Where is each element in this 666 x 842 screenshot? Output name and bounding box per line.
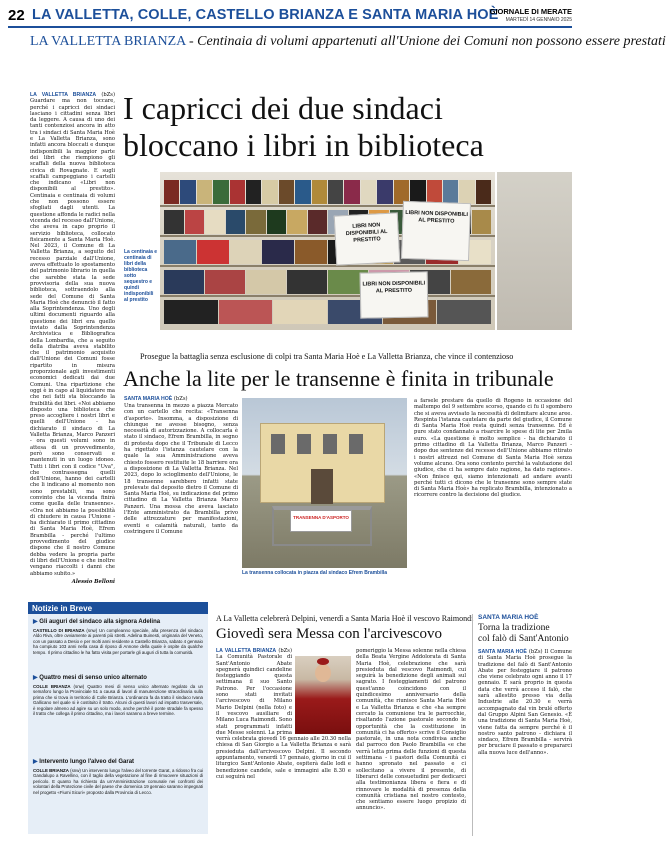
- article4-headline-line2: col falò di Sant'Antonio: [478, 634, 569, 644]
- article1-location-code: (bZs): [101, 92, 115, 98]
- publication-date: MARTEDÌ 14 GENNAIO 2025: [505, 17, 572, 23]
- news-item-headline: Quattro mesi di senso unico alternato: [39, 675, 147, 681]
- article3-body-col1: La Comunità Pastorale di Sant'Antonio Abate spegnerà quindici candeline festeggiando questa settimana il suo Santo Patrono. Per l'occasione sono stati invitati l'arcivescovo di Milano Mario Delpini (nella foto) e il vescovo ausiliare di Milano Luca Raimondi. Sono stati programmati infatti due Messe solenni. La prima verrà celebrata giovedì 16 gennaio alle 20.30 nella chiesa di San Giorgio a La Valletta Brianza e sarà presieduta dall'arcivescovo Delpini. Il secondo appuntamento, venerdì 17 gennaio, giorno in cui il liturgico Sant'Antonio Abate, ospiterà dalle lodi e benedizione candele, sale e immagini alle 8.30 e cui seguirà nel: [216, 654, 351, 780]
- news-item-location: COLLE BRIANZA: [33, 768, 69, 773]
- article1-headline-line1: I capricci dei due sindaci: [123, 90, 443, 126]
- article1-kicker: [30, 34, 666, 50]
- article2-location-code: (bZs): [173, 396, 188, 402]
- page-header: [8, 6, 572, 28]
- article2-body-col1: Una transenna in mezzo a piazza Mercato con un cartello che recita: «Transenna d'asporto». Insomma, a disposizione di chiunque ne avesse bisogno, senza necessità di autorizzazione. A collocarla è stato il sindaco, Efrem Brambilla, in segno di protesta dopo che il Tribunale di Lecco ha rigettato l'istanza cautelare con la quale la sua Amministrazione aveva chiesto fossero restituite le 18 barriere ora a disposizione di La Valletta Brianza. Nel 2023, dopo lo scioglimento dell'Unione, le 18 transenne sarebbero infatti state prelevate dal deposito dietro il Comune di Santa Maria Hoè, su indicazione del primo cittadino di La Valletta Brianza Marco Panzeri. Una mossa che aveva lasciato l'Ente amministrato da Brambilla privo delle attrezzature per manifestazioni, eventi e calamità naturali, tanto da costringere il Comune: [124, 403, 238, 535]
- article4-headline-line1: Torna la tradizione: [478, 623, 550, 633]
- article2-kicker: Prosegue la battaglia senza esclusione di colpi tra Santa Maria Hoè e La Valletta Brianza, che vince il contenzioso: [140, 352, 514, 361]
- library-shelves-photo: [160, 172, 495, 330]
- section-title: LA VALLETTA, COLLE, CASTELLO BRIANZA E SANTA MARIA HOÈ: [32, 7, 499, 23]
- bookshelf-row: [164, 270, 491, 294]
- article4: [472, 614, 572, 836]
- library-side-photo: [497, 172, 572, 330]
- article1-headline-line2: bloccano i libri in biblioteca: [123, 127, 484, 163]
- article4-location-code: (bZs): [528, 649, 543, 655]
- transenna-sign: TRANSENNA D'ASPORTO: [290, 510, 352, 532]
- article1-kicker-location: LA VALLETTA BRIANZA: [30, 34, 186, 49]
- town-hall-building: [260, 423, 385, 503]
- not-available-sign: LIBRI NON DISPONIBILI AL PRESTITO: [360, 271, 429, 318]
- article4-body: Il Comune di Santa Maria Hoè prosegue la tradizione del falò di Sant'Antonio Abate per festeggiare il patrono che viene celebrato ogni anno il 17 gennaio. E sarà proprio in questa data che verrà acceso il falò, che sarà allestito presso via della Industrie alle 20.30 e verrà accompagnato dal vin brulé offerto dal Gruppo Alpini San Genesio. «È una tradizione di Santa Maria Hoè, viene fatta da sempre perché è il nostro santo patrono - dichiara il sindaco, Efrem Brambilla - servirà per bruciare il passato e prepararci alla nuova luce dell'anno».: [478, 649, 573, 756]
- bookshelf-row: [164, 180, 491, 204]
- transenne-photo: [242, 398, 407, 568]
- article3-headline: Giovedì sera Messa con l'arcivescovo: [216, 626, 442, 642]
- article3-kicker: A La Valletta celebrerà Delpini, venerdì a Santa Maria Hoè il vescovo Raimondi: [216, 614, 474, 623]
- article2-body-col2: a farsele prestare da quello di Rogeno in occasione del maltempo del 9 settembre scorso, quando ci fu il sgombero che si aveva avvisato la necessità di delimitare alcune aree. Respinta l'istanza cautelare da parte del giudice, il Comune di Santa Maria Hoè resta quindi senza transenne. Ed è pure stato condannato a risarcire le spese di lite per 2mila euro. «La questione è molto semplice - ha dichiarato il primo cittadino di La Valletta Brianza, Marco Panzeri - dopo due sentenze del recesso dell'Unione abbiamo ritirato i nostri attrezzi nel Comune di Santa Maria Hoè senza volume alcuno. Ora sono contento perché la valutazione del giudice, che ci ha sempre dato ragione, ha dato ragione». «Non finisce qui, siamo intenzionati ad andare avanti perché tutti ci dicono che le transenne sono sempre state di Santa Maria Hoè» ha replicato Brambilla, intenzionato a ricorrere contro la decisione del giudice.: [414, 398, 572, 499]
- article3-location: LA VALLETTA BRIANZA: [216, 648, 277, 654]
- article1-photo-caption: La centinaia e centinaia di libri della biblioteca sotto sequestro e quindi indisponibili al prestito: [124, 249, 158, 303]
- article2-photo-caption: La transenna collocata in piazza dal sindaco Efrem Brambilla: [242, 570, 388, 576]
- article4-headline: [478, 623, 572, 645]
- article1-body-text: Guardare ma non toccare, perché i capricci dei sindaci lasciano i cittadini senza libri da leggere. A causa di uno dei tanti contenziosi ancora in atto tra i sindaci di Santa Maria Hoè e La Valletta Brianza, sono infatti ancora bloccati e dunque indisponibili la maggior parte dei libri che riempiono gli scaffali della nuova biblioteca civica di Rovagnate. E sugli scaffali campeggiano i cartelli che indicano «Libri non disponibili al prestito». Centinaia e centinaia di volumi che non possono essere sfogliati dagli utenti. La questione affonda le radici nella vicenda del recesso dall'Unione, che aveva in capo proprio il servizio biblioteca, collocato fisicamente a Santa Maria Hoè. Nel 2023, il Comune di La Valletta Brianza, a seguito del recesso parziale dall'Unione, aveva effettuato lo spostamento del patrimonio librario in quella che sarebbe stata la sede provvisoria della sua nuova biblioteca, sottraendolo alla sede del Comune di Santa Maria Hoè che denunciò il fatto alla Soprintendenza. Uno degli ultimi documenti riguardo alla questione dei libri era quello inviato dalla Soprintendenza Archivistica e Bibliografica della Lombardia, che a seguito della diatriba aveva stabilito che il patrimonio acquisito dall'Unione dei Comuni fosse ripartito in misura proporzionale agli investimenti economici dedicati dai due Comuni. Una ripartizione che oggi è in capo al liquidatore ma che nei fatti sta bloccando la fruibilità dei libri. «Noi abbiamo disposto una biblioteca che preso accogliere i nostri libri e quelli dell'Unione - ha dichiarato il sindaco di La Valletta Brianza, Marco Panzeri - ora questi volumi sono in attesa di un provvedimento, però sono conservati e mantenuti in un luogo idoneo. Tutti i libri con il codice "Uva", che contrassegna quelli dell'Unione, hanno dei cartelli che li indicano al momento non sono prestabili, ma sono convinto che la vicenda finirà come quella delle transenne». «Ora noi abbiamo la possibilità di chiudere in causa l'Unione - ha dichiarato il primo cittadino di Santa Maria Hoè, Efrem Brambilla - perché l'ultimo provvedimento del giudice dispone che il nostro Comune debba vedere la propria parte di libri dell'Unione e che inoltre vengano riaccolti i danni che abbiamo subito.»: [30, 98, 116, 577]
- news-item-headline: Gli auguri del sindaco alla signora Adelina: [39, 619, 161, 625]
- news-item-body: (snw) Quattro mesi di senso unico alternato regolato da un semaforo lungo la Provinciale 51 a causa di lavori di manutenzione straordinaria sulla prima che si trova in territorio di Colle Brianza. L'ordinanza fa da tratto il sindaco Ivana Gallicano nel quale si è costituito il tratto. Alcuni di questi lavori ad impatto trasversale, è regolare almeno ad agire su un solo modo, anche perché il ponte stradale fa spesso il tratto che collega il primo cittadino, ma i lavori saranno a breve termine.: [33, 684, 203, 717]
- not-available-sign: LIBRI NON DISPONIBILI AL PRESTITO: [401, 201, 471, 261]
- article3-body-col2: pomeriggio la Messa solenne nella chiesa della Beata Vergine Addolorata di Santa Maria Hoè, celebrazione che sarà presieduta dal vescovo Raimondi, cui seguirà la benedizione degli animali sul sagrato. I festeggiamenti del patrono quest'anno coincidono con il quindicesimo anniversario della comunità, che riunisce Santa Maria Hoè e La Valletta Brianza e che «ha sempre cercato la comunione tra le parrocchie, risaltando l'azione pastorale secondo le opportunità che la costituzione in comunità ci ha offerto» scrive il Consiglio pastorale, in una nota condivisa anche dal parroco don Paolo Brambilla «e che verrà letta prima delle funzioni di questa settimana - i pastori della Comunità ci hanno spronato nel passato e ci sollecitano a vivere il presente, di liberarci delle consuetudini per dedicarci alla testimonianza libera e fiera e di rinnovare le modalità di presenza della comunità cristiana nel nostro contesto, che sentiamo essere luogo propizio di annuncio».: [356, 648, 466, 812]
- news-item-body: (snw) Un intervento lungo l'alveo del torrente Garat, a ridosso fra cui Gandalupo a Ravellino, con il taglio della vegetazione al fine di rimuovere situazioni di pericolo. E quanto ha richiesto da un'Amministrazione comunale nei confronti dei volontari della Protezione civile del paese che domenica 19 gennaio saranno impegnati nel progetto «Fiumi Sicuri» proposto dalla Provincia di Lecco.: [33, 768, 204, 795]
- news-item: ▶ Gli auguri del sindaco alla signora Adelina CASTELLO DI BRIANZA (snw) Un compleanno speciale, alla presenza del sindaco Aldo Riva, oltre ovviamente ai parenti più stretti. Adelina Buinesti, originaria del Veneto, con un passato a Desio e per molti anni residente a Castello Brianza, sabato 4 gennaio ha compiuto 103 anni nella casa di riposo di Annone della quale è ospite da qualche tempo. Il primo cittadino le ha fatto visita per portarle gli auguri di tutta la comunità.: [33, 619, 203, 655]
- news-item: ▶ Quattro mesi di senso unico alternato COLLE BRIANZA (snw) Quattro mesi di senso unico alternato regolato da un semaforo lungo la Provinciale 51 a causa di lavori di manutenzione straordinaria sulla prima che si trova in territorio di Colle Brianza. L'ordinanza fa da tratto il sindaco Ivana Gallicano nel quale si è costituito il tratto. Alcuni di questi lavori ad impatto trasversale, è regolare almeno ad agire su un solo modo, anche perché il ponte stradale fa spesso il tratto che collega il primo cittadino, ma i lavori saranno a breve termine.: [33, 675, 203, 717]
- news-item-location: CASTELLO DI BRIANZA: [33, 628, 85, 633]
- article3-location-code: (bZs): [278, 648, 292, 654]
- article4-location: SANTA MARIA HOÈ: [478, 614, 539, 621]
- article2-headline: Anche la lite per le transenne è finita in tribunale: [123, 366, 554, 391]
- article3-col1-wrap: [216, 648, 351, 834]
- article1-location: LA VALLETTA BRIANZA: [30, 92, 97, 98]
- article1-author: Alessio Belloni: [71, 578, 115, 585]
- news-item: ▶ Intervento lungo l'alveo del Garat COLLE BRIANZA (snw) Un intervento lungo l'alveo del torrente Garat, a ridosso fra cui Gandalupo a Ravellino, con il taglio della vegetazione al fine di rimuovere situazioni di pericolo. E quanto ha richiesto da un'Amministrazione comunale nei confronti dei volontari della Protezione civile del paese che domenica 19 gennaio saranno impegnati nel progetto «Fiumi Sicuri» proposto dalla Provincia di Lecco.: [33, 759, 204, 795]
- article4-location-tag: SANTA MARIA HOÈ: [478, 649, 527, 655]
- article1-kicker-text: - Centinaia di volumi appartenuti all'Unione dei Comuni non possono essere prestati: [188, 34, 666, 49]
- page-number: 22: [8, 7, 25, 24]
- article2-location: SANTA MARIA HOÈ: [124, 396, 173, 402]
- not-available-sign: LIBRI NON DISPONIBILI AL PRESTITO: [334, 212, 401, 265]
- news-brief-title: Notizie in Breve: [28, 602, 208, 614]
- news-brief-box: [28, 602, 208, 834]
- news-item-location: COLLE BRIANZA: [33, 684, 71, 689]
- news-item-body: (snw) Un compleanno speciale, alla presenza del sindaco Aldo Riva, oltre ovviamente ai parenti più stretti. Adelina Buinesti, originaria del Veneto, con un passato a Desio e per molti anni residente a Castello Brianza, sabato 4 gennaio ha compiuto 103 anni nella casa di riposo di Annone della quale è ospite da qualche tempo. Il primo cittadino le ha fatto visita per portarle gli auguri di tutta la comunità.: [33, 628, 203, 655]
- publication-name: GIORNALE DI MERATE: [489, 7, 572, 16]
- news-item-headline: Intervento lungo l'alveo del Garat: [39, 759, 135, 765]
- article1-headline: [123, 90, 573, 164]
- archbishop-photo: [295, 656, 351, 734]
- bookshelf-row: [164, 300, 491, 324]
